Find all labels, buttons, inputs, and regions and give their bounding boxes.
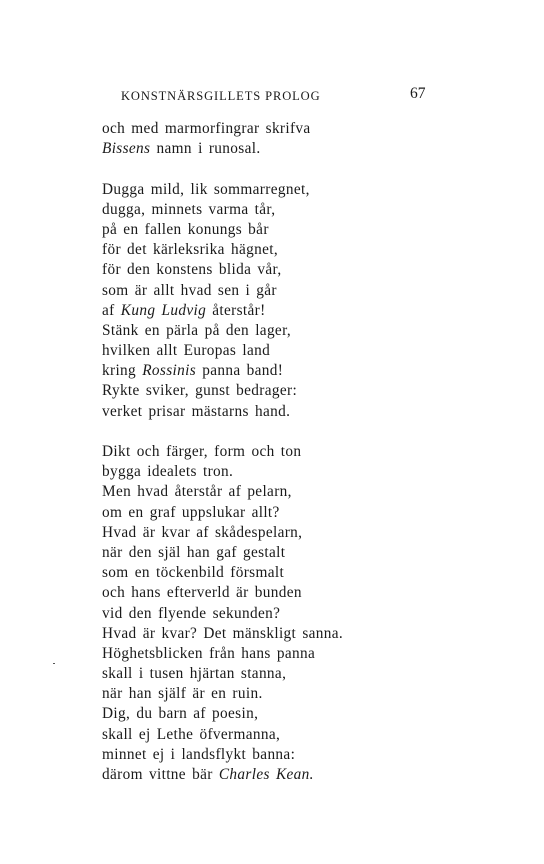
poem-line xyxy=(102,462,343,482)
poem-line xyxy=(102,119,343,139)
line-text: Hvad är kvar af skådespelarn, xyxy=(102,523,303,541)
poem-line xyxy=(102,543,343,563)
running-title: KONSTNÄRSGILLETS PROLOG xyxy=(121,89,321,103)
poem-line xyxy=(102,220,343,240)
line-text: och hans efterverld är bunden xyxy=(102,584,302,602)
line-text: minnet ej i landsflykt banna: xyxy=(102,745,296,763)
stanza xyxy=(102,442,343,785)
poem-line xyxy=(102,341,343,361)
line-text: Rykte sviker, gunst bedrager: xyxy=(102,382,298,400)
poem-line xyxy=(102,321,343,341)
italic-name: Rossinis xyxy=(142,362,197,380)
poem-line xyxy=(102,563,343,583)
line-text: kring xyxy=(102,362,143,380)
line-text: panna band! xyxy=(196,362,284,380)
line-text: skall ej Lethe öfvermanna, xyxy=(102,725,281,743)
line-text: på en fallen konungs bår xyxy=(102,220,269,238)
line-text: Dig, du barn af poesin, xyxy=(102,705,259,723)
line-text: för den konstens blida vår, xyxy=(102,261,282,279)
poem-text xyxy=(102,119,343,805)
poem-line xyxy=(102,361,343,381)
poem-line xyxy=(102,704,343,724)
line-text: Men hvad återstår af pelarn, xyxy=(102,483,292,501)
line-text: Hvad är kvar? Det mänskligt sanna. xyxy=(102,624,344,642)
line-text: dugga, minnets varma tår, xyxy=(102,200,276,218)
line-text: som är allt hvad sen i går xyxy=(102,281,277,299)
poem-line xyxy=(102,765,343,785)
line-text: hvilken allt Europas land xyxy=(102,342,271,360)
line-text: som en töckenbild försmalt xyxy=(102,564,285,582)
line-text: af xyxy=(102,301,121,319)
poem-line xyxy=(102,482,343,502)
poem-line xyxy=(102,301,343,321)
line-text: Dugga mild, lik sommarregnet, xyxy=(102,180,310,198)
poem-line xyxy=(102,240,343,260)
line-text: Höghetsblicken från hans panna xyxy=(102,644,316,662)
line-text: verket prisar mästarns hand. xyxy=(102,402,291,420)
italic-name: Kung Ludvig xyxy=(120,301,207,319)
poem-line xyxy=(102,180,343,200)
stanza xyxy=(102,180,343,422)
poem-line xyxy=(102,281,343,301)
poem-line xyxy=(102,402,343,422)
poem-line xyxy=(102,503,343,523)
poem-line xyxy=(102,381,343,401)
line-text: för det kärleksrika hägnet, xyxy=(102,241,278,259)
poem-line xyxy=(102,442,343,462)
poem-line xyxy=(102,583,343,603)
poem-line xyxy=(102,725,343,745)
line-text: återstår! xyxy=(206,301,266,319)
margin-speck xyxy=(53,663,55,664)
line-text: vid den flyende sekunden? xyxy=(102,604,281,622)
page-number: 67 xyxy=(410,85,426,102)
line-text: därom vittne bär xyxy=(102,766,219,783)
poem-line xyxy=(102,139,343,159)
stanza xyxy=(102,119,343,159)
poem-line xyxy=(102,745,343,765)
poem-line xyxy=(102,664,343,684)
italic-name: Charles Kean. xyxy=(218,766,314,783)
line-text: skall i tusen hjärtan stanna, xyxy=(102,665,287,683)
poem-line xyxy=(102,644,343,664)
line-text: Dikt och färger, form och ton xyxy=(102,443,302,460)
line-text: när den själ han gaf gestalt xyxy=(102,543,286,561)
line-text: bygga idealets tron. xyxy=(102,463,234,481)
poem-line xyxy=(102,200,343,220)
poem-line xyxy=(102,523,343,543)
line-text: när han själf är en ruin. xyxy=(102,685,263,703)
italic-name: Bissens xyxy=(102,140,151,158)
line-text: Stänk en pärla på den lager, xyxy=(102,321,292,339)
poem-line xyxy=(102,260,343,280)
line-text: och med marmorfingrar skrifva xyxy=(102,120,311,137)
poem-line xyxy=(102,604,343,624)
poem-line xyxy=(102,624,343,644)
poem-line xyxy=(102,684,343,704)
line-text: om en graf uppslukar allt? xyxy=(102,503,280,521)
line-text: namn i runosal. xyxy=(150,140,261,158)
